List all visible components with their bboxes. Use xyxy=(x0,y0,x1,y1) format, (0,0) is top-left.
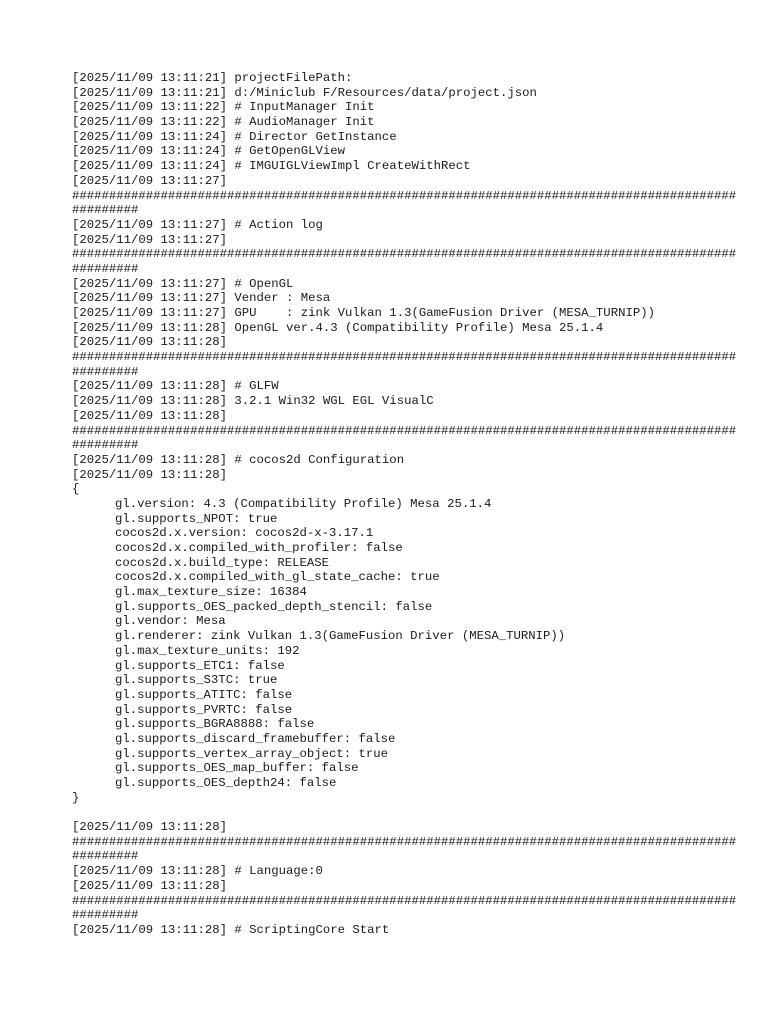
separator-line: ######### xyxy=(72,849,139,864)
separator-line: ######### xyxy=(72,203,139,218)
log-line: [2025/11/09 13:11:22] # InputManager Init xyxy=(72,100,375,115)
log-line: [2025/11/09 13:11:28] 3.2.1 Win32 WGL EGL VisualC xyxy=(72,394,434,409)
config-entry: gl.supports_OES_depth24: false xyxy=(115,776,337,790)
log-line: [2025/11/09 13:11:28] xyxy=(72,878,227,893)
config-entry: gl.supports_ATITC: false xyxy=(115,687,293,702)
config-entry: gl.supports_discard_framebuffer: false xyxy=(115,731,396,746)
log-line: [2025/11/09 13:11:27] # OpenGL xyxy=(72,276,294,291)
log-document xyxy=(72,71,737,938)
log-line: [2025/11/09 13:11:27] GPU : zink Vulkan 1.3(GameFusion Driver (MESA_TURNIP)) xyxy=(72,306,655,320)
log-line: [2025/11/09 13:11:27] xyxy=(72,232,227,247)
log-line: [2025/11/09 13:11:28] # GLFW xyxy=(72,379,279,394)
log-line: [2025/11/09 13:11:28] xyxy=(72,467,227,482)
config-entry: gl.supports_OES_packed_depth_stencil: false xyxy=(115,599,433,614)
log-line: [2025/11/09 13:11:27] xyxy=(72,173,227,188)
config-entry: gl.supports_BGRA8888: false xyxy=(115,717,315,732)
separator-line: ######### xyxy=(72,908,139,923)
config-entry: gl.supports_PVRTC: false xyxy=(115,702,293,717)
config-entry: gl.supports_vertex_array_object: true xyxy=(115,746,389,761)
config-entry: cocos2d.x.build_type: RELEASE xyxy=(115,555,330,570)
log-line: [2025/11/09 13:11:28] xyxy=(72,335,227,350)
log-line: [2025/11/09 13:11:22] # AudioManager Init xyxy=(72,115,375,130)
config-entry: gl.max_texture_size: 16384 xyxy=(115,585,307,600)
config-entry: gl.supports_OES_map_buffer: false xyxy=(115,761,359,776)
config-entry: gl.version: 4.3 (Compatibility Profile) Mesa 25.1.4 xyxy=(115,496,492,511)
log-line: [2025/11/09 13:11:21] projectFilePath: xyxy=(72,71,353,85)
separator-line: ######### xyxy=(72,438,139,453)
config-brace: { xyxy=(72,482,80,497)
separator-line: ########################################################################################## xyxy=(72,350,737,365)
separator-line: ########################################################################################## xyxy=(72,893,737,908)
separator-line: ########################################################################################## xyxy=(72,247,737,262)
log-line: [2025/11/09 13:11:28] # Language:0 xyxy=(72,864,323,879)
separator-line: ######### xyxy=(72,364,139,379)
config-entry: gl.supports_S3TC: true xyxy=(115,673,278,688)
log-line: [2025/11/09 13:11:28] OpenGL ver.4.3 (Compatibility Profile) Mesa 25.1.4 xyxy=(72,320,604,335)
config-entry: gl.renderer: zink Vulkan 1.3(GameFusion Driver (MESA_TURNIP)) xyxy=(115,629,566,644)
separator-line: ########################################################################################## xyxy=(72,423,737,438)
log-line: [2025/11/09 13:11:28] xyxy=(72,820,227,835)
log-line: [2025/11/09 13:11:21] d:/Miniclub F/Resources/data/project.json xyxy=(72,85,537,100)
log-line: [2025/11/09 13:11:27] # Action log xyxy=(72,217,323,232)
config-entry: cocos2d.x.version: cocos2d-x-3.17.1 xyxy=(115,526,374,541)
config-entry: gl.max_texture_units: 192 xyxy=(115,643,300,658)
config-entry: gl.supports_ETC1: false xyxy=(115,658,285,673)
config-entry: gl.vendor: Mesa xyxy=(115,614,226,629)
log-line: [2025/11/09 13:11:24] # GetOpenGLView xyxy=(72,144,346,159)
config-entry: gl.supports_NPOT: true xyxy=(115,511,278,526)
log-line: [2025/11/09 13:11:28] # ScriptingCore Start xyxy=(72,922,390,937)
config-brace: } xyxy=(72,790,80,805)
log-line: [2025/11/09 13:11:28] xyxy=(72,408,227,423)
log-line: [2025/11/09 13:11:28] # cocos2d Configuration xyxy=(72,452,405,467)
log-line: [2025/11/09 13:11:24] # Director GetInstance xyxy=(72,129,397,144)
separator-line: ########################################################################################## xyxy=(72,188,737,203)
config-entry: cocos2d.x.compiled_with_profiler: false xyxy=(115,541,403,555)
blank-line xyxy=(72,805,712,820)
log-line: [2025/11/09 13:11:27] Vender : Mesa xyxy=(72,291,331,306)
separator-line: ######### xyxy=(72,261,139,276)
log-line: [2025/11/09 13:11:24] # IMGUIGLViewImpl CreateWithRect xyxy=(72,159,471,174)
config-entry: cocos2d.x.compiled_with_gl_state_cache: true xyxy=(115,570,440,585)
separator-line: ########################################################################################## xyxy=(72,834,737,849)
